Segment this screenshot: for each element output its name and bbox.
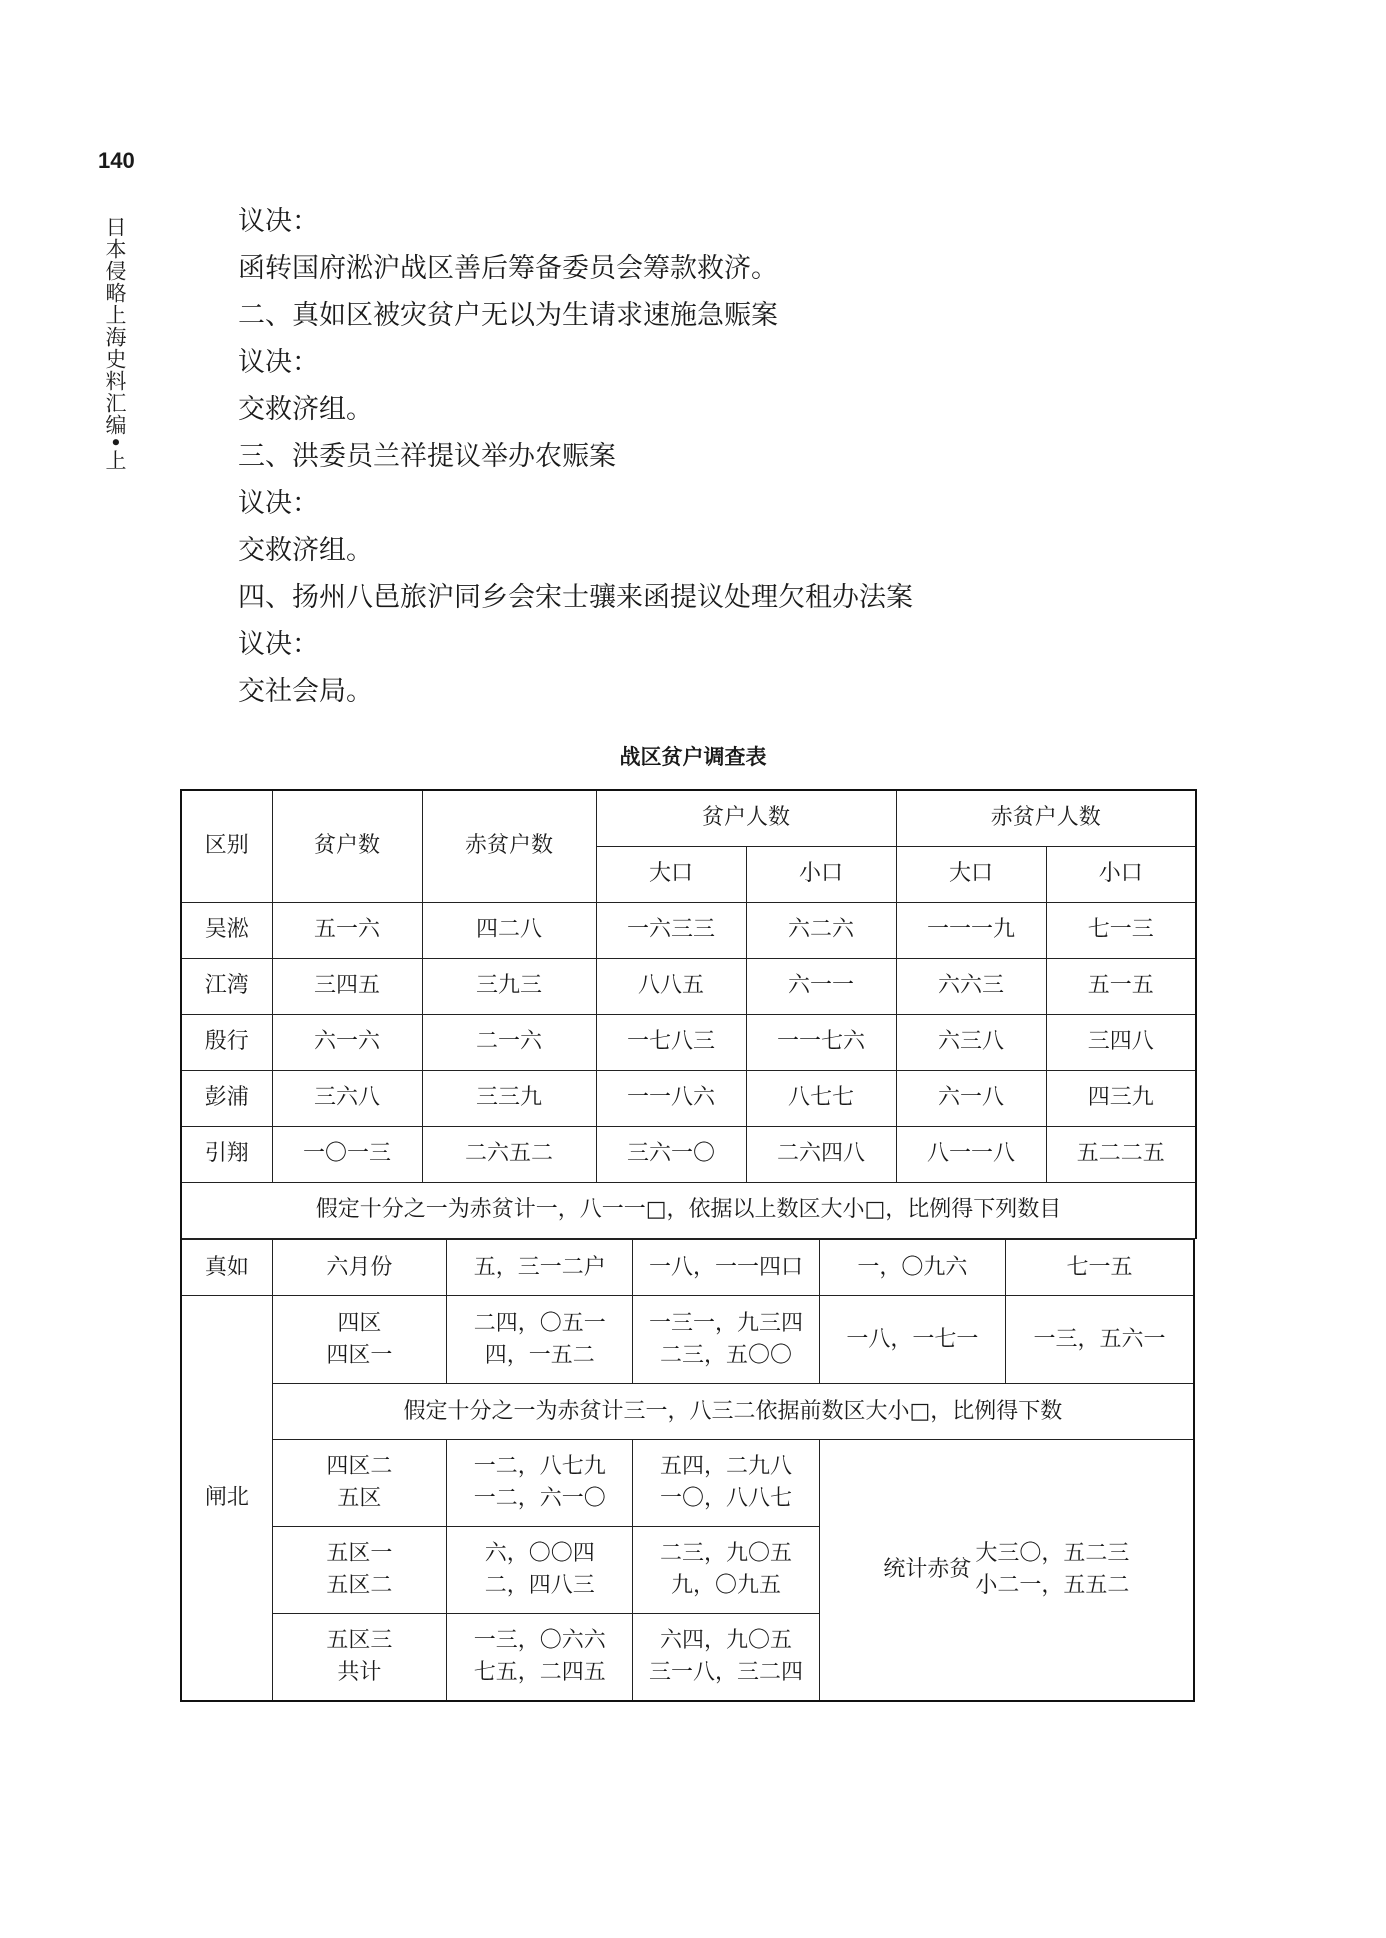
cell: 一八，一七一 xyxy=(819,1296,1005,1384)
value-line: 二，四八三 xyxy=(484,1573,595,1598)
header-adult: 大口 xyxy=(596,846,746,902)
paragraph: 议决： xyxy=(238,629,319,660)
cell: 七一五 xyxy=(1006,1240,1194,1296)
cell: 六六三 xyxy=(896,958,1046,1014)
value-line: 九，〇九五 xyxy=(671,1573,782,1598)
area-line: 五区二 xyxy=(326,1573,393,1598)
cell: 一七八三 xyxy=(596,1014,746,1070)
area-line: 四区一 xyxy=(326,1342,393,1368)
value-line: 一〇，八八七 xyxy=(660,1486,793,1511)
cell: 四三九 xyxy=(1046,1070,1196,1126)
area-line: 四区二 xyxy=(326,1454,393,1479)
paragraph: 议决： xyxy=(238,347,319,378)
cell: 六三八 xyxy=(896,1014,1046,1070)
cell-area xyxy=(272,1296,446,1384)
value-line: 一三一，九三四 xyxy=(649,1310,804,1336)
value-line: 二三，五〇〇 xyxy=(660,1342,793,1368)
body-text xyxy=(238,198,1198,715)
cell: 一一八六 xyxy=(596,1070,746,1126)
table-row xyxy=(181,1440,1194,1527)
cell xyxy=(633,1440,819,1527)
cell: 六一一 xyxy=(746,958,896,1014)
table-row xyxy=(181,1126,1196,1182)
value-line: 一三，〇六六 xyxy=(473,1627,606,1653)
value-line: 七五，二四五 xyxy=(473,1659,606,1685)
cell-area xyxy=(272,1440,446,1527)
area-line: 五区一 xyxy=(326,1541,393,1566)
statistics-child: 小二一，五五二 xyxy=(975,1572,1130,1598)
value-line: 五四，二九八 xyxy=(660,1454,793,1479)
cell: 六二六 xyxy=(746,902,896,958)
header-destitute-people: 赤贫户人数 xyxy=(896,790,1196,846)
survey-table-bottom xyxy=(180,1239,1195,1702)
statistics-values xyxy=(975,1538,1129,1602)
table-note-row xyxy=(181,1182,1196,1238)
value-line: 三一八，三二四 xyxy=(649,1659,804,1685)
cell: 一八，一一四口 xyxy=(633,1240,819,1296)
statistics-label: 统计赤贫 xyxy=(883,1556,972,1582)
cell: 三三九 xyxy=(422,1070,596,1126)
cell: 一六三三 xyxy=(596,902,746,958)
cell xyxy=(447,1440,633,1527)
value-line: 二三，九〇五 xyxy=(660,1541,793,1566)
cell: 三四八 xyxy=(1046,1014,1196,1070)
cell: 二一六 xyxy=(422,1014,596,1070)
cell: 三四五 xyxy=(272,958,422,1014)
cell: 一三，五六一 xyxy=(1006,1296,1194,1384)
cell-district: 殷行 xyxy=(181,1014,272,1070)
header-destitute-households: 赤贫户数 xyxy=(422,790,596,902)
area-line: 共计 xyxy=(337,1659,382,1685)
header-district: 区别 xyxy=(181,790,272,902)
cell: 二六五二 xyxy=(422,1126,596,1182)
table-caption: 战区贫户调查表 xyxy=(619,745,767,769)
value-line: 二四，〇五一 xyxy=(473,1310,606,1336)
header-adult: 大口 xyxy=(896,846,1046,902)
cell xyxy=(447,1296,633,1384)
table-note: 假定十分之一为赤贫计三一，八三二依据前数区大小□，比例得下数 xyxy=(272,1384,1194,1440)
header-child: 小口 xyxy=(1046,846,1196,902)
cell: 三六八 xyxy=(272,1070,422,1126)
value-line: 一二，八七九 xyxy=(473,1454,606,1479)
cell: 五一五 xyxy=(1046,958,1196,1014)
cell: 一一一九 xyxy=(896,902,1046,958)
value-line: 六，〇〇四 xyxy=(484,1541,595,1566)
area-line: 四区 xyxy=(337,1310,382,1336)
paragraph: 交社会局。 xyxy=(238,676,373,707)
cell-district: 彭浦 xyxy=(181,1070,272,1126)
cell-district: 真如 xyxy=(181,1240,272,1296)
paragraph: 议决： xyxy=(238,488,319,519)
cell-district: 引翔 xyxy=(181,1126,272,1182)
cell: 八一一八 xyxy=(896,1126,1046,1182)
cell: 七一三 xyxy=(1046,902,1196,958)
header-poor-people: 贫户人数 xyxy=(596,790,896,846)
statistics-adult: 大三〇，五二三 xyxy=(975,1540,1130,1566)
table-note: 假定十分之一为赤贫计一，八一一□，依据以上数区大小□，比例得下列数目 xyxy=(181,1182,1196,1238)
header-poor-households: 贫户数 xyxy=(272,790,422,902)
table-row xyxy=(181,958,1196,1014)
table-row xyxy=(181,1070,1196,1126)
value-line: 六四，九〇五 xyxy=(660,1627,793,1653)
cell: 六一六 xyxy=(272,1014,422,1070)
header-child: 小口 xyxy=(746,846,896,902)
cell: 八八五 xyxy=(596,958,746,1014)
cell-district: 吴淞 xyxy=(181,902,272,958)
table-row-zhenru xyxy=(181,1240,1194,1296)
cell xyxy=(447,1527,633,1614)
cell xyxy=(633,1614,819,1701)
area-line: 五区三 xyxy=(326,1627,393,1653)
page-number: 140 xyxy=(98,148,135,173)
cell-district: 江湾 xyxy=(181,958,272,1014)
paragraph: 交救济组。 xyxy=(238,535,373,566)
paragraph: 函转国府淞沪战区善后筹备委员会筹款救济。 xyxy=(238,253,778,284)
table-row xyxy=(181,1296,1194,1384)
cell: 一一七六 xyxy=(746,1014,896,1070)
cell: 四二八 xyxy=(422,902,596,958)
cell: 五，三一二户 xyxy=(447,1240,633,1296)
table-note-row xyxy=(181,1384,1194,1440)
paragraph: 三、洪委员兰祥提议举办农赈案 xyxy=(238,441,616,472)
cell: 五二二五 xyxy=(1046,1126,1196,1182)
cell: 一〇一三 xyxy=(272,1126,422,1182)
table-row xyxy=(181,1014,1196,1070)
cell-district: 闸北 xyxy=(181,1296,272,1701)
cell-statistics xyxy=(819,1440,1194,1701)
area-line: 五区 xyxy=(337,1486,382,1511)
cell: 六月份 xyxy=(272,1240,446,1296)
cell xyxy=(633,1296,819,1384)
paragraph: 议决： xyxy=(238,206,319,237)
book-title: 日本侵略上海史料汇编•上 xyxy=(103,216,127,472)
value-line: 一二，六一〇 xyxy=(473,1486,606,1511)
cell-area xyxy=(272,1527,446,1614)
cell: 六一八 xyxy=(896,1070,1046,1126)
cell: 三九三 xyxy=(422,958,596,1014)
cell: 三六一〇 xyxy=(596,1126,746,1182)
table-row xyxy=(181,902,1196,958)
paragraph: 四、扬州八邑旅沪同乡会宋士骧来函提议处理欠租办法案 xyxy=(238,582,913,613)
cell: 五一六 xyxy=(272,902,422,958)
cell xyxy=(633,1527,819,1614)
survey-table-top xyxy=(180,789,1197,1239)
cell: 八七七 xyxy=(746,1070,896,1126)
cell-area xyxy=(272,1614,446,1701)
paragraph: 交救济组。 xyxy=(238,394,373,425)
cell: 二六四八 xyxy=(746,1126,896,1182)
cell xyxy=(447,1614,633,1701)
statistics-block xyxy=(883,1538,1129,1602)
cell: 一，〇九六 xyxy=(819,1240,1005,1296)
value-line: 四，一五二 xyxy=(484,1342,595,1368)
paragraph: 二、真如区被灾贫户无以为生请求速施急赈案 xyxy=(238,300,778,331)
